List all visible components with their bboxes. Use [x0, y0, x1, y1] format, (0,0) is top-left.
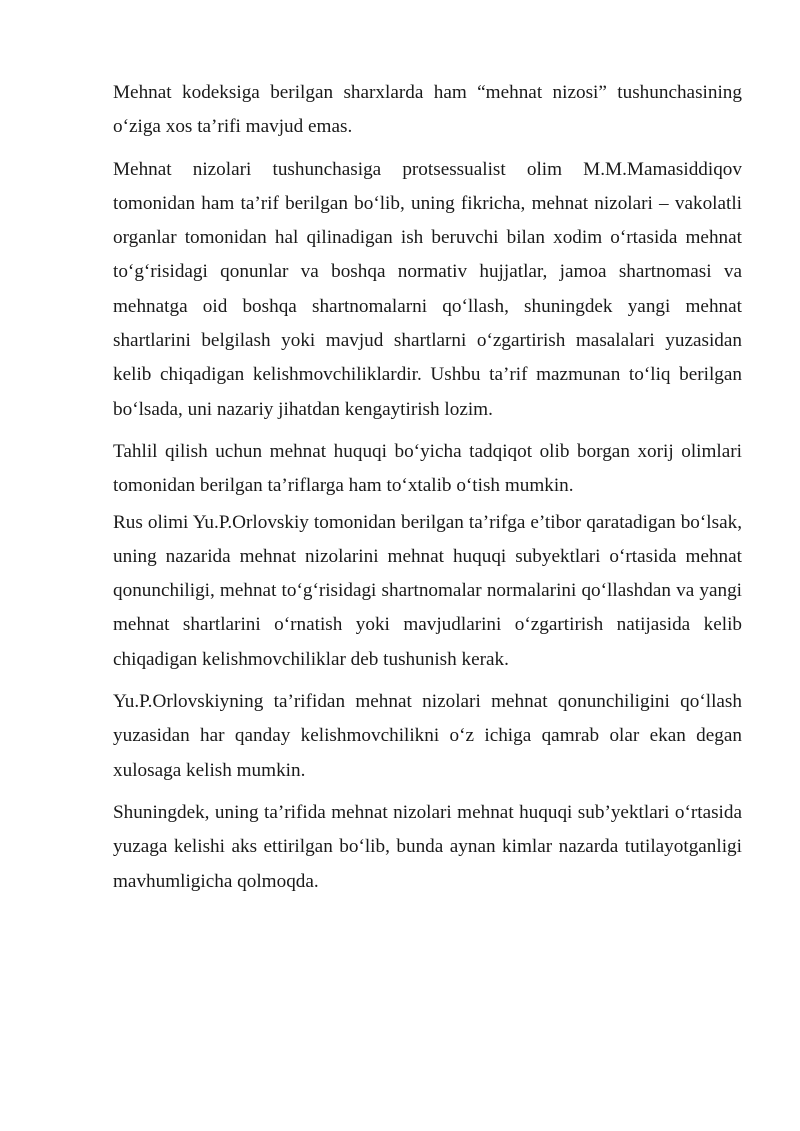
- paragraph-2: Mehnat nizolari tushunchasiga protsessualist olim M.M.Mamasiddiqov tomonidan ham ta’rif berilgan bo‘lib, uning fikricha, mehnat nizolari – vakolatli organlar tomonidan hal qilinadigan ish beruvchi bilan xodim o‘rtasida mehnat to‘g‘risidagi qonunlar va boshqa normativ hujjatlar, jamoa shartnomasi va mehnatga oid boshqa shartnomalarni qo‘llash, shuningdek yangi mehnat shartlarini belgilash yoki mavjud shartlarni o‘zgartirish masalalari yuzasidan kelib chiqadigan kelishmovchiliklardir. Ushbu ta’rif mazmunan to‘liq berilgan bo‘lsada, uni nazariy jihatdan kengaytirish lozim.: [113, 158, 742, 420]
- document-page: [113, 76, 742, 907]
- paragraph-4: Rus olimi Yu.P.Orlovskiy tomonidan berilgan ta’rifga e’tibor qaratadigan bo‘lsak, uning nazarida mehnat nizolarini mehnat huquqi subyektlari o‘rtasida mehnat qonunchiligi, mehnat to‘g‘risidagi shartnomalar normalarini qo‘llashdan va yangi mehnat shartlarini o‘rnatish yoki mavjudlarini o‘zgartirish natijasida kelib chiqadigan kelishmovchiliklar deb tushunish kerak.: [113, 511, 742, 670]
- paragraph-5: Yu.P.Orlovskiyning ta’rifidan mehnat nizolari mehnat qonunchiligini qo‘llash yuzasidan har qanday kelishmovchilikni o‘z ichiga qamrab olar ekan degan xulosaga kelish mumkin.: [113, 691, 742, 781]
- paragraph-3: Tahlil qilish uchun mehnat huquqi bo‘yicha tadqiqot olib borgan xorij olimlari tomonidan berilgan ta’riflarga ham to‘xtalib o‘tish mumkin.: [113, 440, 742, 497]
- paragraph-1: Mehnat kodeksiga berilgan sharxlarda ham “mehnat nizosi” tushunchasining o‘ziga xos ta’rifi mavjud emas.: [113, 82, 742, 138]
- paragraph-6: Shuningdek, uning ta’rifida mehnat nizolari mehnat huquqi sub’yektlari o‘rtasida yuzaga kelishi aks ettirilgan bo‘lib, bunda aynan kimlar nazarda tutilayotganligi mavhumligicha qolmoqda.: [113, 801, 742, 892]
